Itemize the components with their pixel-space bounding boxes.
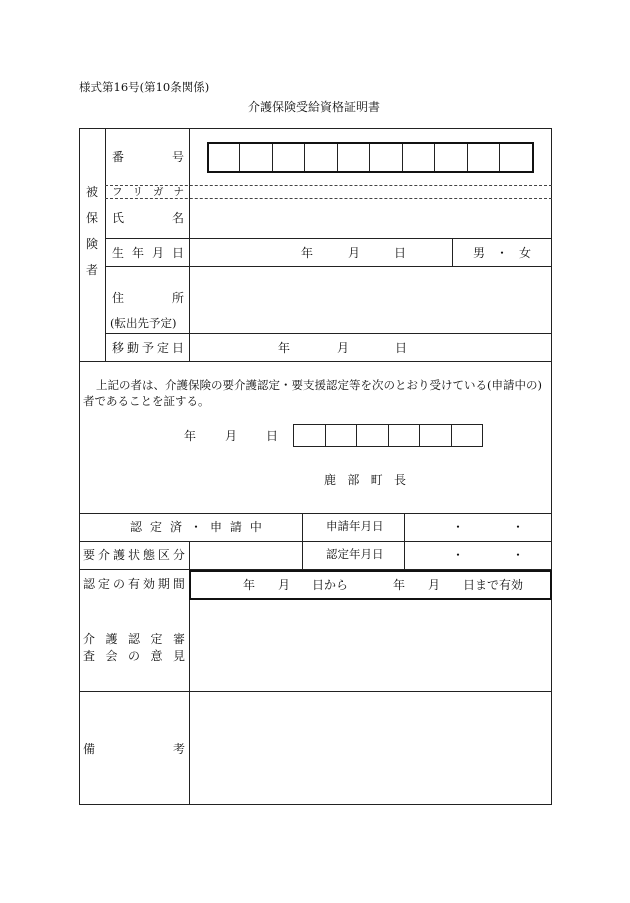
name-field[interactable] [190,199,551,238]
issuer: 鹿 部 町 長 [324,473,406,487]
insured-side-label: 被 保 険 者 [85,185,98,277]
care-level-label: 要 介 護 状 態 区 分 [83,548,185,562]
validity-year1: 年 [243,578,256,592]
move-month: 月 [337,341,350,355]
validity-year2: 年 [393,578,406,592]
certification-date-label: 認定年月日 [326,547,384,561]
validity-month2: 月 [428,578,441,592]
sex-choice[interactable]: 男 ・ 女 [473,246,531,260]
remarks-label: 備 考 [83,742,185,756]
address-label: 住 所 [112,291,184,305]
application-date-dots: ・ ・ [452,520,525,534]
opinion-label-line1: 介 護 認 定 審 [83,632,185,646]
birth-year: 年 [301,246,314,260]
certified-or-pending[interactable]: 認 定 済 ・ 申 請 中 [130,520,262,534]
care-level-field[interactable] [190,542,301,569]
cert-day: 日 [266,429,279,443]
statement-line2: 者であることを証する。 [83,394,210,408]
cert-month: 月 [225,429,238,443]
birthdate-label: 生 年 月 日 [112,246,184,260]
move-year: 年 [278,341,291,355]
validity-until: 日まで有効 [463,578,524,592]
validity-label: 認 定 の 有 効 期 間 [83,577,185,591]
move-date-label: 移 動 予 定 日 [112,341,184,355]
name-label: 氏 名 [112,211,184,225]
birth-day: 日 [394,246,407,260]
address-note: (転出先予定) [110,316,177,330]
insured-number-boxes[interactable] [207,142,534,173]
furigana-field[interactable] [190,186,551,198]
certification-date-dots: ・ ・ [452,548,525,562]
furigana-label: フ リ ガ ナ [112,186,184,198]
move-day: 日 [395,341,408,355]
address-field[interactable] [190,267,551,333]
opinion-field[interactable] [190,601,551,691]
remarks-field[interactable] [190,692,551,804]
statement-line1: 上記の者は、介護保険の要介護認定・要支援認定等を次のとおり受けている(申請中の) [96,378,542,392]
application-date-label: 申請年月日 [326,519,384,533]
opinion-label-line2: 査 会 の 意 見 [83,649,185,663]
validity-from: 日から [312,578,349,592]
cert-year: 年 [184,429,197,443]
number-label: 番 号 [112,150,184,164]
form-number: 様式第16号(第10条関係) [79,80,210,94]
birth-month: 月 [348,246,361,260]
validity-month1: 月 [278,578,291,592]
document-title: 介護保険受給資格証明書 [248,100,381,114]
